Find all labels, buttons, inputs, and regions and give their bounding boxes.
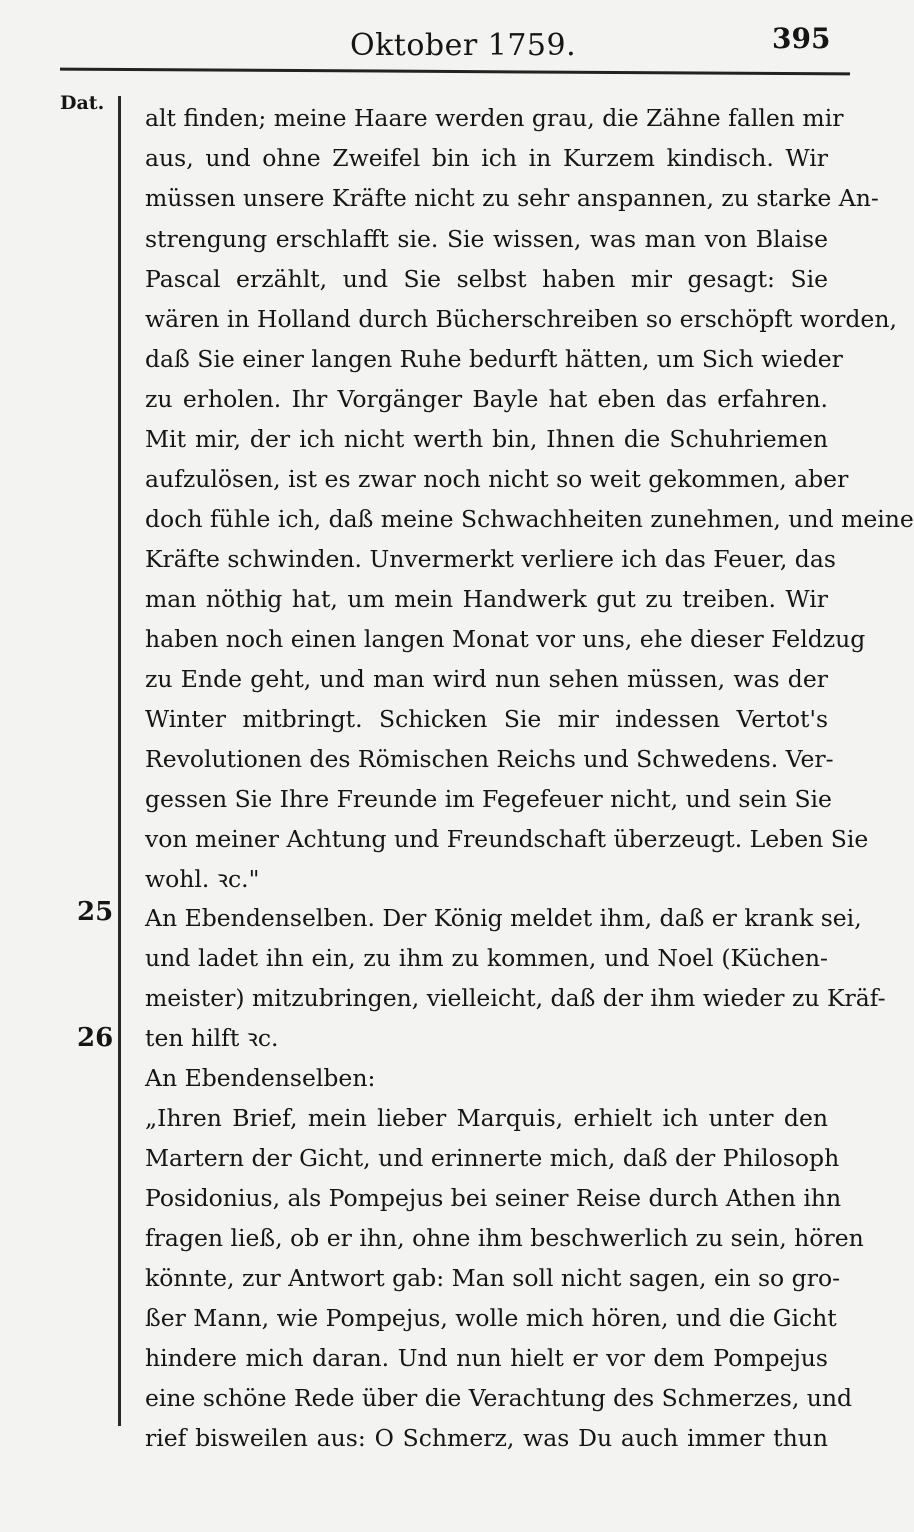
text-line: müssen unsere Kräfte nicht zu sehr anspannen, zu starke An-	[145, 184, 879, 212]
text-line: An Ebendenselben:	[145, 1064, 376, 1092]
text-line: An Ebendenselben. Der König meldet ihm, daß er krank sei,	[145, 904, 862, 932]
text-line: meister) mitzubringen, vielleicht, daß der ihm wieder zu Kräf-	[145, 984, 886, 1012]
text-line: aus, und ohne Zweifel bin ich in Kurzem kindisch. Wir	[145, 144, 828, 172]
text-line: alt finden; meine Haare werden grau, die Zähne fallen mir	[145, 104, 844, 132]
margin-rule	[118, 96, 121, 1426]
text-line: wohl. ꝛc."	[145, 865, 260, 893]
page-number: 395	[772, 22, 831, 55]
text-line: Revolutionen des Römischen Reichs und Schwedens. Ver-	[145, 745, 834, 773]
entry-date-26: 26	[77, 1023, 114, 1053]
header-rule	[60, 68, 850, 76]
text-line: zu Ende geht, und man wird nun sehen müssen, was der	[145, 665, 828, 693]
running-header: Oktober 1759.	[350, 28, 577, 63]
text-line: eine schöne Rede über die Verachtung des Schmerzes, und	[145, 1384, 853, 1412]
text-line: Kräfte schwinden. Unvermerkt verliere ich das Feuer, das	[145, 545, 836, 573]
text-line: doch fühle ich, daß meine Schwachheiten zunehmen, und meine	[145, 505, 914, 533]
text-line: fragen ließ, ob er ihn, ohne ihm beschwerlich zu sein, hören	[145, 1224, 864, 1252]
text-line: hindere mich daran. Und nun hielt er vor dem Pompejus	[145, 1344, 828, 1372]
text-line: Winter mitbringt. Schicken Sie mir indessen Vertot's	[145, 705, 828, 733]
date-column-label: Dat.	[60, 92, 105, 114]
text-line: Martern der Gicht, und erinnerte mich, daß der Philosoph	[145, 1144, 840, 1172]
text-line: Mit mir, der ich nicht werth bin, Ihnen die Schuhriemen	[145, 425, 828, 453]
text-line: wären in Holland durch Bücherschreiben so erschöpft worden,	[145, 305, 897, 333]
entry-date-25: 25	[77, 897, 114, 927]
text-line: und ladet ihn ein, zu ihm zu kommen, und Noel (Küchen-	[145, 944, 828, 972]
text-line: zu erholen. Ihr Vorgänger Bayle hat eben das erfahren.	[145, 385, 828, 413]
text-line: könnte, zur Antwort gab: Man soll nicht sagen, ein so gro-	[145, 1264, 841, 1292]
text-line: Posidonius, als Pompejus bei seiner Reise durch Athen ihn	[145, 1184, 842, 1212]
text-line: Pascal erzählt, und Sie selbst haben mir gesagt: Sie	[145, 265, 828, 293]
text-line: ßer Mann, wie Pompejus, wolle mich hören, und die Gicht	[145, 1304, 837, 1332]
text-line: aufzulösen, ist es zwar noch nicht so weit gekommen, aber	[145, 465, 849, 493]
text-line: strengung erschlafft sie. Sie wissen, was man von Blaise	[145, 225, 828, 253]
text-line: daß Sie einer langen Ruhe bedurft hätten, um Sich wieder	[145, 345, 843, 373]
text-line: haben noch einen langen Monat vor uns, ehe dieser Feldzug	[145, 625, 866, 653]
text-line: von meiner Achtung und Freundschaft überzeugt. Leben Sie	[145, 825, 869, 853]
text-line: gessen Sie Ihre Freunde im Fegefeuer nicht, und sein Sie	[145, 785, 832, 813]
text-line: „Ihren Brief, mein lieber Marquis, erhielt ich unter den	[145, 1104, 828, 1132]
text-line: ten hilft ꝛc.	[145, 1024, 279, 1052]
text-line: rief bisweilen aus: O Schmerz, was Du auch immer thun	[145, 1424, 828, 1452]
text-line: man nöthig hat, um mein Handwerk gut zu treiben. Wir	[145, 585, 828, 613]
